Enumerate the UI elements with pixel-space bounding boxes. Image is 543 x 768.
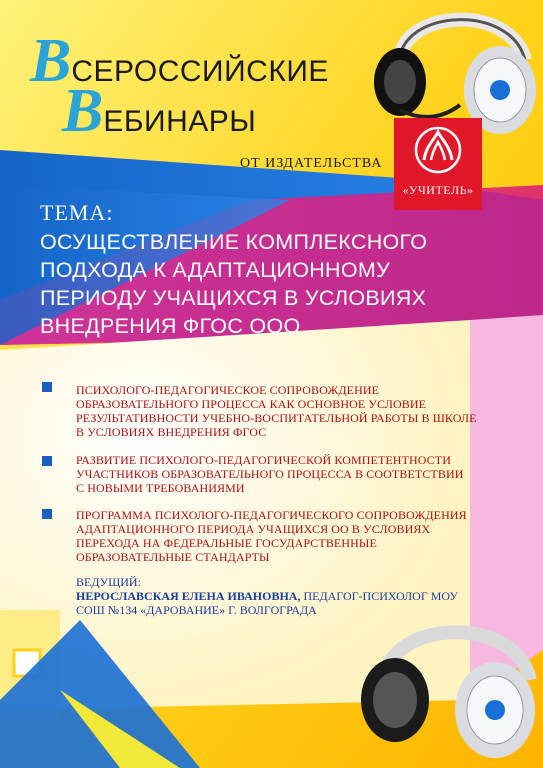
title-cap-2: В — [62, 77, 104, 145]
list-item-line: ОБРАЗОВАТЕЛЬНЫЕ СТАНДАРТЫ — [76, 550, 270, 564]
topic-line: ОСУЩЕСТВЛЕНИЕ КОМПЛЕКСНОГО — [40, 230, 428, 254]
list-item-line: УЧАСТНИКОВ ОБРАЗОВАТЕЛЬНОГО ПРОЦЕССА В СООТВЕТСТВИИ — [76, 467, 464, 481]
list-item — [76, 453, 506, 495]
list-item-line: ПРОГРАММА ПСИХОЛОГО-ПЕДАГОГИЧЕСКОГО СОПРОВОЖДЕНИЯ — [76, 508, 467, 522]
title-rest-2: ЕБИНАРЫ — [103, 105, 257, 138]
presenter-block — [76, 575, 516, 617]
presenter-school: СОШ №134 «ДАРОВАНИЕ» Г. ВОЛГОГРАДА — [76, 603, 317, 617]
topic-line: ВНЕДРЕНИЯ ФГОС ООО — [40, 314, 301, 338]
headphones-icon — [355, 610, 543, 768]
list-item-line: АДАПТАЦИОННОГО ПЕРИОДА УЧАЩИХСЯ ОО В УСЛОВИЯХ — [76, 522, 431, 536]
topic-line: ПЕРИОДУ УЧАЩИХСЯ В УСЛОВИЯХ — [40, 286, 427, 310]
list-item-line: ПЕРЕХОДА НА ФЕДЕРАЛЬНЫЕ ГОСУДАРСТВЕННЫЕ — [76, 536, 377, 550]
uchitel-logo-icon — [394, 118, 482, 178]
list-item-line: РАЗВИТИЕ ПСИХОЛОГО-ПЕДАГОГИЧЕСКОЙ КОМПЕТЕНТНОСТИ — [76, 453, 451, 467]
presenter-line — [76, 589, 516, 603]
square-bullet-icon — [42, 509, 52, 519]
title-line-2 — [62, 77, 257, 145]
topic-label: ТЕМА: — [40, 200, 114, 225]
uchitel-logo — [394, 118, 482, 210]
list-item — [76, 508, 506, 564]
square-bullet-icon — [42, 456, 52, 466]
title-rest-1: СЕРОССИЙСКИЕ — [71, 55, 329, 88]
presenter-name: НЕРОСЛАВСКАЯ ЕЛЕНА ИВАНОВНА, — [76, 589, 301, 603]
title-cap-1: В — [30, 27, 72, 95]
list-item-line: С НОВЫМИ ТРЕБОВАНИЯМИ — [76, 481, 245, 495]
list-item-line: ПСИХОЛОГО-ПЕДАГОГИЧЕСКОЕ СОПРОВОЖДЕНИЕ — [76, 383, 380, 397]
logo-text: «УЧИТЕЛЬ» — [402, 183, 474, 197]
topic-line: ПОДХОДА К АДАПТАЦИОННОМУ — [40, 258, 391, 282]
square-bullet-icon — [42, 382, 52, 392]
list-item — [76, 383, 506, 439]
presenter-role: ПЕДАГОГ-ПСИХОЛОГ МОУ — [300, 589, 458, 603]
topic-title — [40, 228, 520, 340]
list-item-line: ОБРАЗОВАТЕЛЬНОГО ПРОЦЕССА КАК ОСНОВНОЕ УСЛОВИЕ — [76, 397, 427, 411]
list-item-line: В УСЛОВИЯХ ВНЕДРЕНИЯ ФГОС — [76, 425, 267, 439]
presenter-label: ВЕДУЩИЙ: — [76, 575, 141, 589]
list-item-line: РЕЗУЛЬТАТИВНОСТИ УЧЕБНО-ВОСПИТАТЕЛЬНОЙ РАБОТЫ В ШКОЛЕ — [76, 411, 477, 425]
publisher-caption: ОТ ИЗДАТЕЛЬСТВА — [240, 156, 383, 171]
